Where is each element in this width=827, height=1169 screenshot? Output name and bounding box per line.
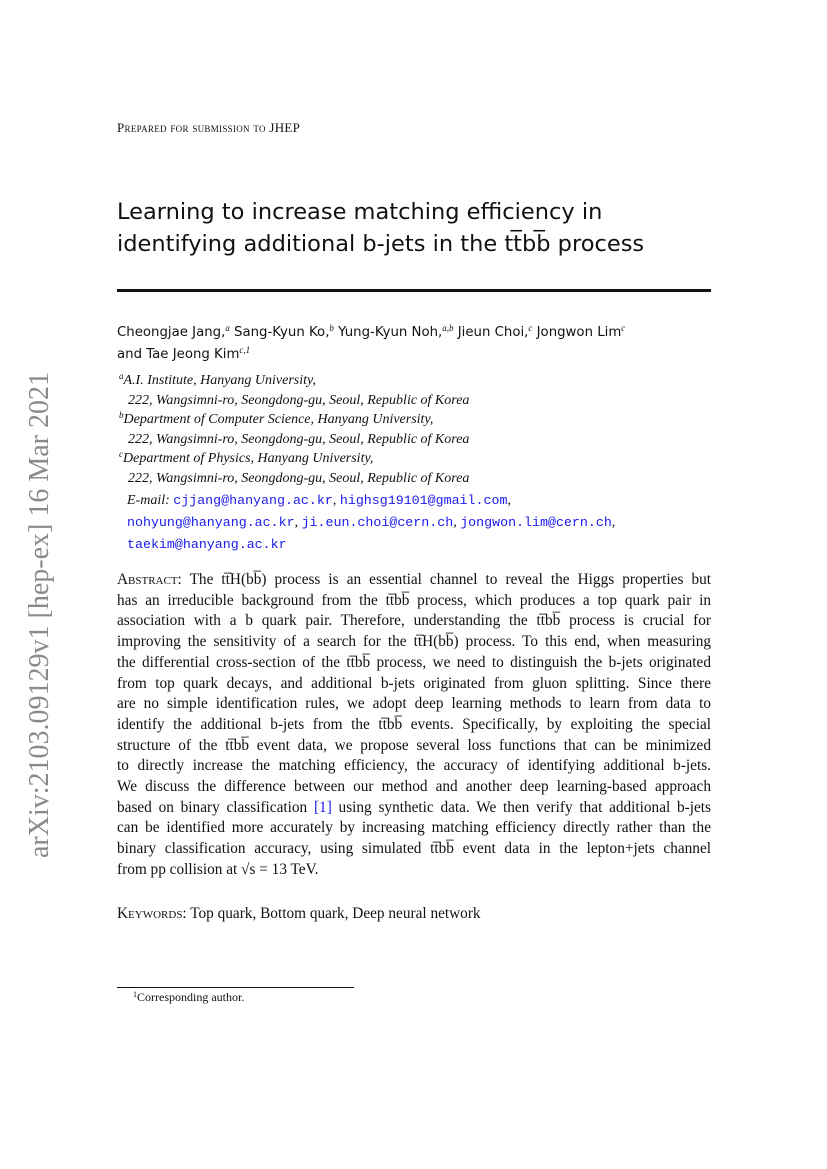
abstract-line: can be identified more accurately by increasing matching efficiency directly rather than the bbox=[117, 819, 711, 837]
author: and Tae Jeong Kim$^{c,1}$ bbox=[117, 345, 251, 362]
affiliation-address: 222, Wangsimni-ro, Seongdong-gu, Seoul, Republic of Korea bbox=[128, 470, 470, 486]
affiliations bbox=[119, 371, 469, 488]
email-link[interactable]: jongwon.lim@cern.ch bbox=[460, 515, 612, 530]
title-line: identifying additional b-jets in the tt̅bb̅ process bbox=[117, 231, 645, 257]
footnote: $^1$Corresponding author. bbox=[133, 990, 245, 1004]
email-block: E-mail: cjjang@hanyang.ac.kr, highsg19101@gmail.com, nohyung@hanyang.ac.kr, ji.eun.choi@cern.ch, jongwon.lim@cern.ch, taekim@hanyang.ac.kr bbox=[127, 493, 616, 552]
abstract-line: We discuss the difference between our method and another deep learning-based approach bbox=[117, 778, 711, 796]
abstract-line: from top quark decays, and additional b-jets originated from gluon splitting. Since there bbox=[117, 674, 711, 692]
abstract-line: binary classification accuracy, using simulated tt̅bb̅ event data in the lepton+jets channel bbox=[117, 840, 711, 858]
abstract-line: has an irreducible background from the tt̅bb̅ process, which produces a top quark pair in bbox=[117, 591, 711, 609]
citation-link[interactable]: [1] bbox=[313, 798, 332, 816]
submission-note: Prepared for submission to JHEP bbox=[117, 120, 301, 135]
email-link[interactable]: nohyung@hanyang.ac.kr bbox=[127, 515, 295, 530]
email-label: E-mail: bbox=[127, 493, 170, 508]
abstract-line: are no simple identification rules, we adopt deep learning methods to learn from data to bbox=[117, 695, 711, 713]
abstract-line: improving the sensitivity of a search for the tt̅H(bb̅) process. To this end, when measuring bbox=[117, 633, 711, 651]
abstract-line: the differential cross-section of the tt̅bb̅ process, we need to distinguish the b-jets originated bbox=[117, 653, 711, 671]
email-link[interactable]: taekim@hanyang.ac.kr bbox=[127, 537, 287, 552]
footnote-rule bbox=[117, 987, 354, 988]
abstract-line: identify the additional b-jets from the tt̅bb̅ events. Specifically, by exploiting the special bbox=[117, 715, 711, 733]
author-line bbox=[117, 322, 797, 344]
abstract-label: Abstract: bbox=[117, 571, 182, 588]
author: Cheongjae Jang,$^a$ bbox=[117, 323, 230, 340]
abstract-line: to directly increase the matching efficiency, the accuracy of identifying additional b-jets. bbox=[117, 757, 711, 775]
author: Jongwon Lim$^c$ bbox=[532, 323, 626, 340]
keywords-label: Keywords: bbox=[117, 905, 187, 922]
email-link[interactable]: cjjang@hanyang.ac.kr bbox=[173, 493, 333, 508]
email-link[interactable]: highsg19101@gmail.com bbox=[339, 493, 508, 508]
author: Yung-Kyun Noh,$^{a,b}$ bbox=[333, 323, 454, 340]
affiliation: $^a$A.I. Institute, Hanyang University, bbox=[119, 371, 316, 388]
author: Sang-Kyun Ko,$^b$ bbox=[229, 323, 334, 340]
author: Jieun Choi,$^c$ bbox=[453, 323, 533, 340]
paper-title bbox=[117, 196, 817, 260]
keywords: Keywords: Top quark, Bottom quark, Deep neural network bbox=[117, 905, 481, 922]
author-line bbox=[117, 344, 797, 366]
affiliation: $^c$Department of Physics, Hanyang University, bbox=[119, 449, 374, 466]
title-rule bbox=[117, 289, 711, 292]
affiliation: $^b$Department of Computer Science, Hanyang University, bbox=[119, 410, 434, 427]
affiliation-address: 222, Wangsimni-ro, Seongdong-gu, Seoul, Republic of Korea bbox=[128, 431, 470, 447]
affiliation-address: 222, Wangsimni-ro, Seongdong-gu, Seoul, Republic of Korea bbox=[128, 392, 470, 408]
abstract-line: from pp collision at √s = 13 TeV. bbox=[117, 860, 319, 878]
abstract-line: structure of the tt̅bb̅ event data, we propose several loss functions that can be minimized bbox=[117, 736, 711, 754]
title-line: Learning to increase matching efficiency in bbox=[117, 199, 603, 225]
abstract bbox=[117, 570, 711, 881]
author-list bbox=[117, 322, 797, 366]
abstract-line: based on binary classification [1] using synthetic data. We then verify that additional b-jets bbox=[117, 798, 711, 816]
abstract-line: Abstract: The tt̅H(bb̅) process is an essential channel to reveal the Higgs properties but bbox=[117, 571, 711, 588]
email-link[interactable]: ji.eun.choi@cern.ch bbox=[301, 515, 454, 530]
arxiv-stamp: arXiv:2103.09129v1 [hep-ex] 16 Mar 2021 bbox=[24, 372, 55, 859]
abstract-line: association with a b quark pair. Therefore, understanding the tt̅bb̅ process is crucial for bbox=[117, 612, 711, 630]
